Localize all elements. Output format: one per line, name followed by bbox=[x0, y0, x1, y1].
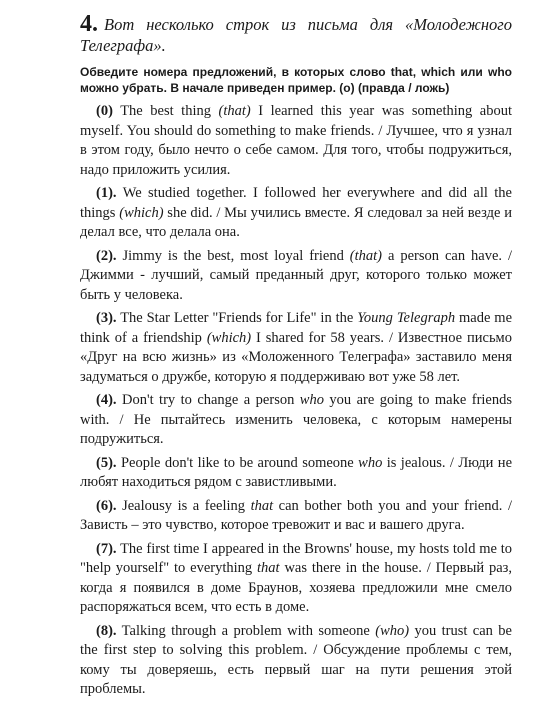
textbook-page bbox=[80, 11, 513, 704]
newspaper-title: Young Telegraph bbox=[357, 310, 456, 326]
sentence-number: (2). bbox=[96, 247, 117, 264]
exercise-title: Вот несколько строк из письма для «Молодежного Телеграфа». bbox=[80, 15, 512, 55]
relative-pronoun: (that) bbox=[218, 103, 251, 119]
sentence-0: (0) The best thing (that) I learned this year was something about myself. You should do something to make friends. / Лучшее, что я узнал в этом году, было нечто о себе самом. Для того, чтобы подружиться, надо приложить усилия. bbox=[80, 103, 512, 178]
sentence-4: (4). Don't try to change a person who you are going to make friends with. / Не пытайтесь изменить человека, с которым намерены подружиться. bbox=[80, 392, 513, 447]
relative-pronoun: (that) bbox=[349, 247, 383, 264]
sentence-number: (8). bbox=[96, 622, 117, 639]
sentence-number: (5). bbox=[96, 454, 117, 471]
sentence-number: (6). bbox=[96, 497, 117, 514]
sentence-3: (3). The Star Letter "Friends for Life" in the Young Telegraph made me think of a friendship (which) I shared for 58 years. / Известное письмо «Друг на всю жизнь» из «Моложенного Телеграфа» заставило меня задуматься о дружбе, которую я поддерживаю вот уже 58 лет. bbox=[80, 310, 512, 385]
relative-pronoun: that bbox=[257, 560, 280, 576]
exercise-header bbox=[80, 11, 512, 56]
exercise-number: 4. bbox=[80, 11, 98, 37]
relative-pronoun: who bbox=[299, 392, 324, 408]
sentence-7: (7). The first time I appeared in the Browns' house, my hosts told me to "help yourself" to everything that was there in the house. / Первый раз, когда я появился в доме Браунов, хозяева предложили мне смело распоряжаться всем, что есть в доме. bbox=[80, 540, 512, 615]
relative-pronoun: that bbox=[250, 497, 274, 514]
sentence-number: (3). bbox=[96, 310, 117, 326]
relative-pronoun: who bbox=[358, 454, 383, 471]
relative-pronoun: (which) bbox=[119, 204, 164, 221]
sentence-number: (0) bbox=[96, 103, 113, 119]
sentence-1: (1). We studied together. I followed her everywhere and did all the things (which) she did. / Мы учились вместе. Я следовал за ней везде и делал все, что делала она. bbox=[80, 185, 512, 240]
sentence-2: (2). Jimmy is the best, most loyal friend (that) a person can have. / Джимми - лучший, самый преданный друг, которого только может быть у человека. bbox=[80, 247, 512, 303]
sentence-number: (1). bbox=[96, 185, 117, 201]
sentence-8: (8). Talking through a problem with someone (who) you trust can be the first step to solving this problem. / Обсуждение проблемы с тем, кому ты доверяешь, есть первый шаг на пути решения этой проблемы. bbox=[80, 622, 512, 697]
sentence-number: (7). bbox=[96, 540, 117, 557]
sentence-number: (4). bbox=[96, 392, 117, 408]
relative-pronoun: (which) bbox=[206, 329, 252, 346]
exercise-instruction: Обведите номера предложений, в которых слово that, which или who можно убрать. В начале приведен пример. (о) (правда / ложь) bbox=[80, 65, 512, 95]
sentence-5: (5). People don't like to be around someone who is jealous. / Люди не любят находиться рядом с завистливыми. bbox=[80, 454, 513, 490]
relative-pronoun: (who) bbox=[375, 622, 410, 639]
sentence-6: (6). Jealousy is a feeling that can bother both you and your friend. / Зависть – это чувство, которое тревожит и вас и вашего друга. bbox=[80, 497, 512, 533]
